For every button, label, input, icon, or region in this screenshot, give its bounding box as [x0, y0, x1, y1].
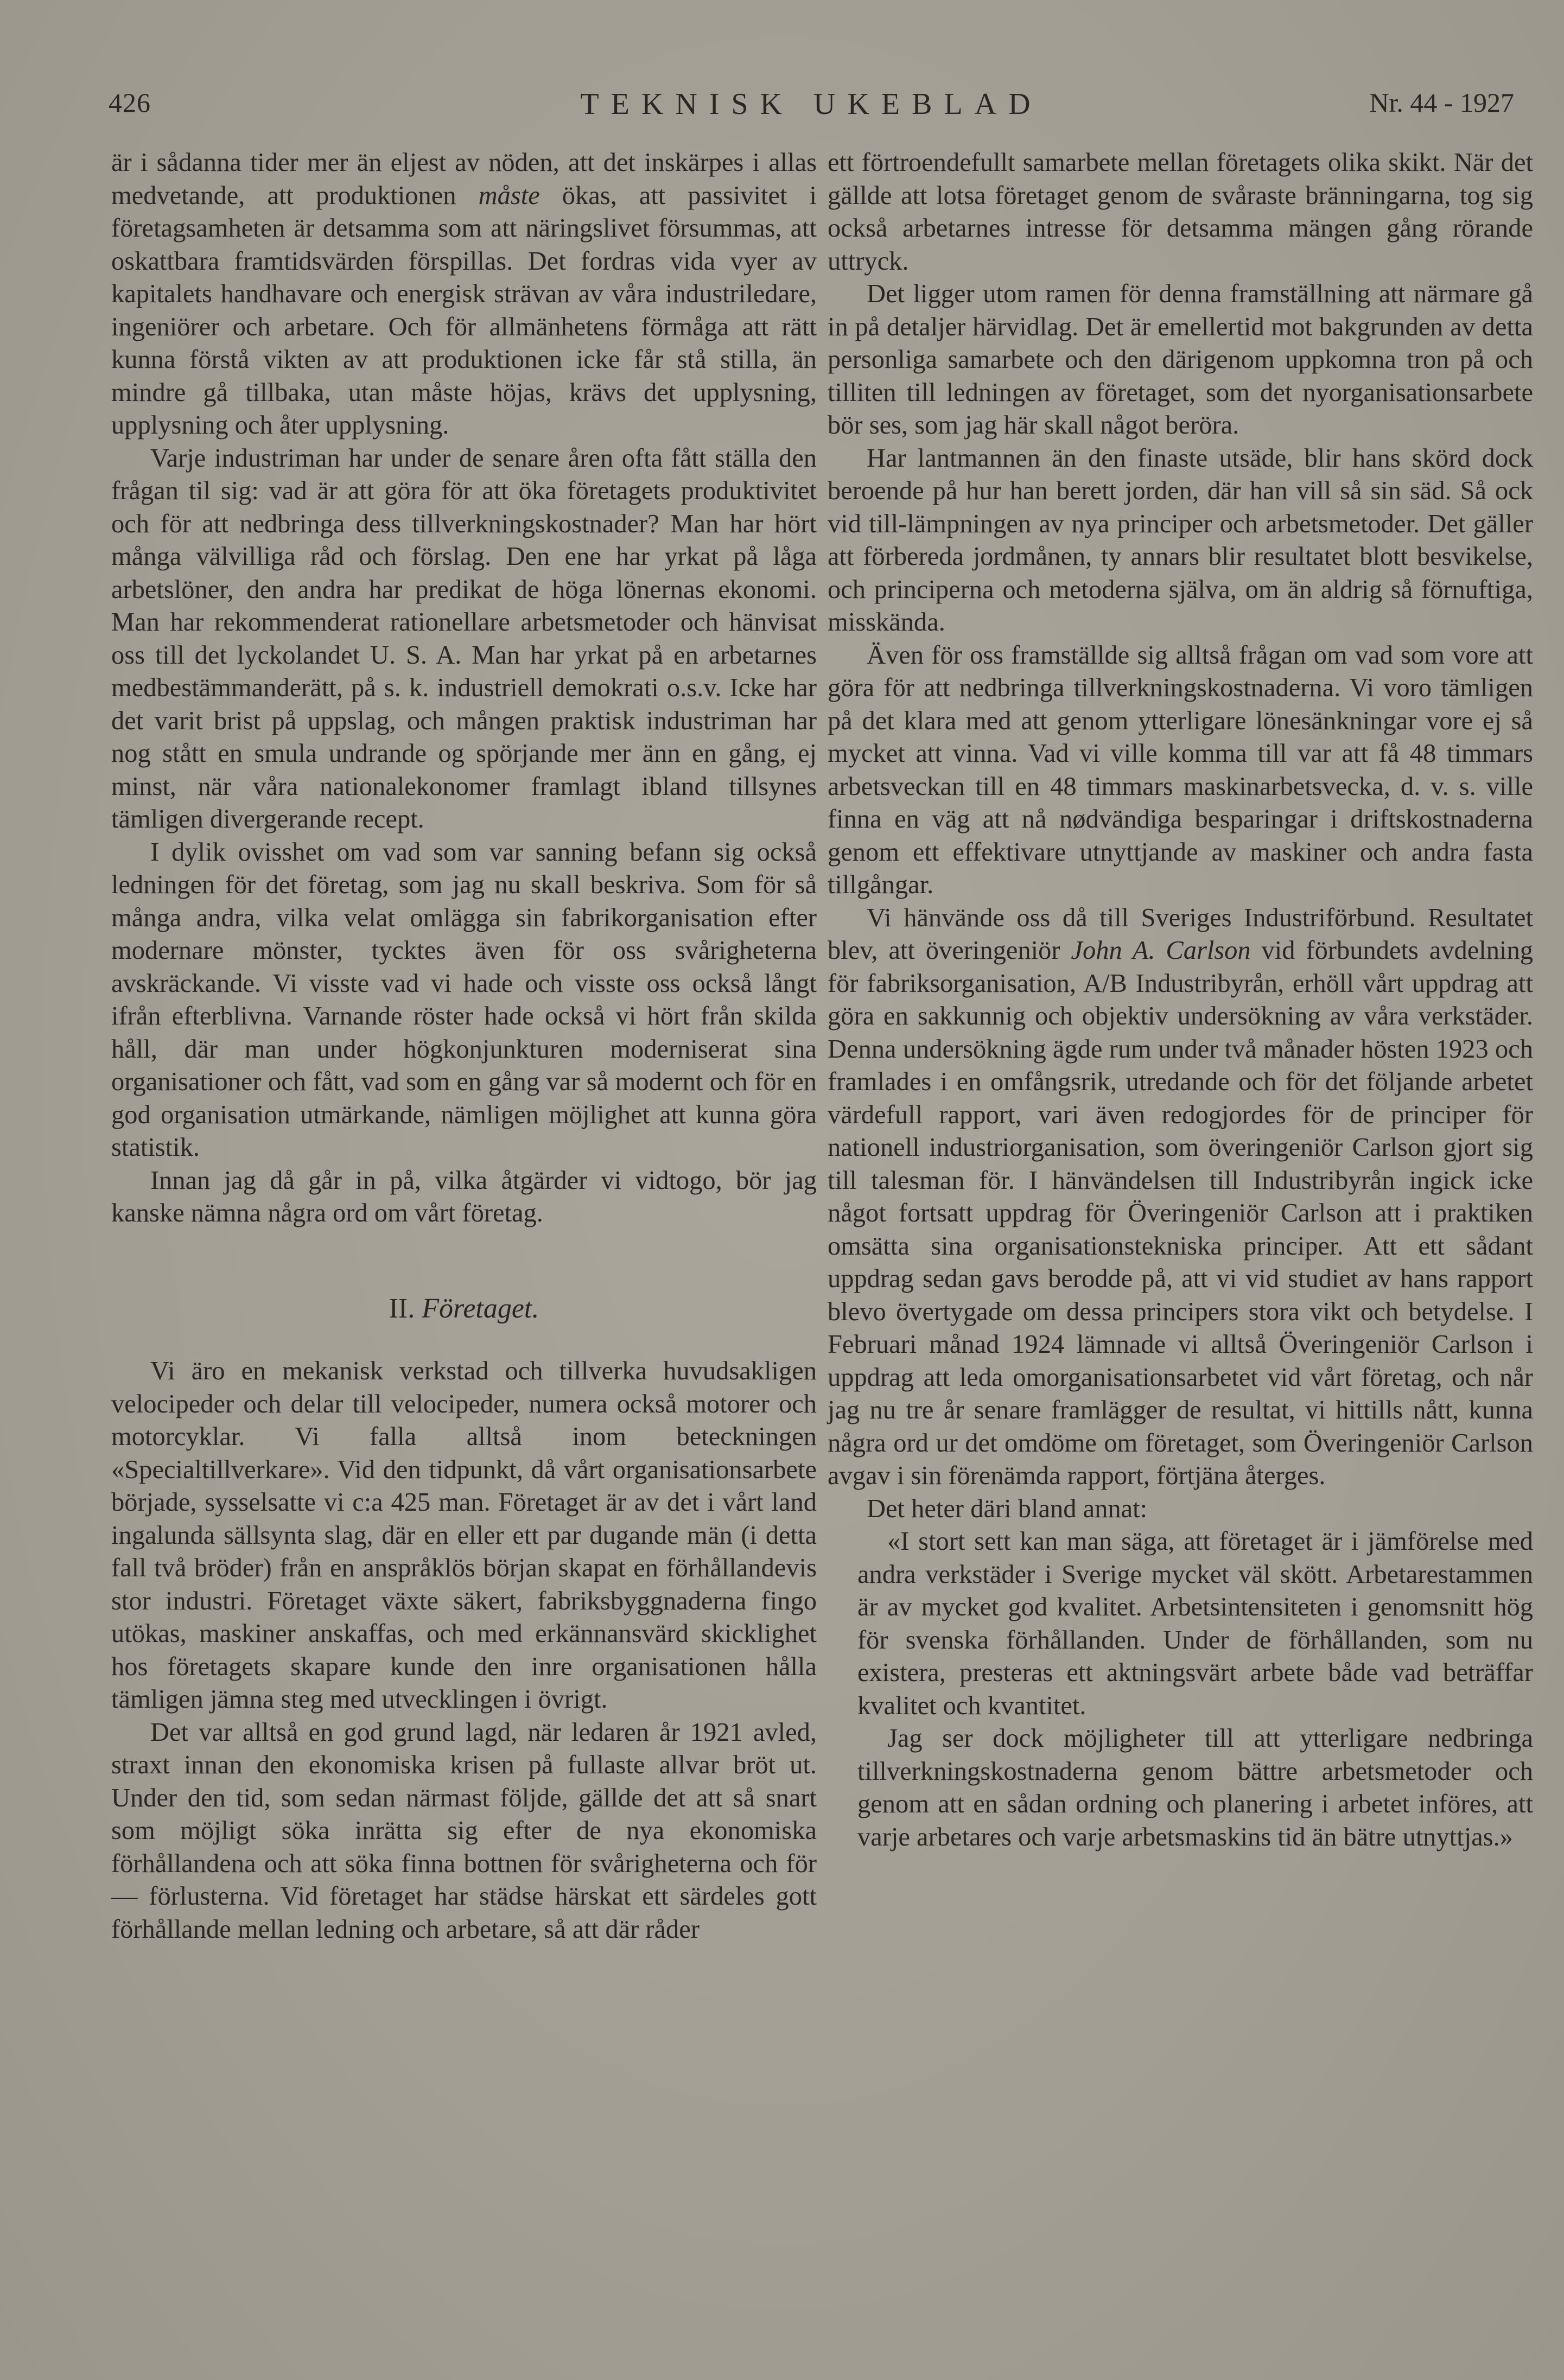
section-title: Företaget.	[422, 1293, 539, 1324]
paragraph: Det heter däri bland annat:	[867, 1494, 1148, 1523]
paragraph: Det var alltså en god grund lagd, när ledaren år 1921 avled, straxt innan den ekonomiska krisen på fullaste allvar bröt ut. Under den tid, som sedan närmast följde, gällde det att så snart som möjligt söka inrätta sig efter de nya ekonomiska förhållandena och att söka finna bottnen för svårigheterna och för — förlusterna. Vid företaget har städse härskat ett särdeles gott förhållande mellan ledning och arbetare, så att där råder	[111, 1717, 817, 1944]
paragraph: I dylik ovisshet om vad som var sanning befann sig också ledningen för det företag, som jag nu skall beskriva. Som för så många andra, vilka velat omlägga sin fabrikorganisation efter modernare mönster, tycktes även för oss svårigheterna avskräckande. Vi visste vad vi hade och visste oss också långt ifrån efterblivna. Varnande röster hade också vi hört från skilda håll, där man under högkonjunkturen moderniserat sina organisationer och fått, vad som en gång var så modernt och för en god organisation utmärkande, nämligen möjlighet att kunna göra statistik.	[111, 837, 817, 1162]
page-header	[109, 87, 1514, 130]
quotation: «I stort sett kan man säga, att företaget är i jämförelse med andra verkstäder i Sverige mycket väl skött. Arbetarestammen är av mycket god kvalitet. Arbetsintensiteten i genomsnitt hög för svenska förhållanden. Under de förhållanden, som nu existera, presteras ett aktningsvärt arbete både vad beträffar kvalitet och kvantitet.	[857, 1527, 1533, 1720]
paragraph: är i sådanna tider mer än eljest av nöden, att det inskärpes i allas medvetande, att produktionen måste ökas, att passivitet i företagsamheten är detsamma som att näringslivet försummas, att oskattbara framtidsvärden förspillas. Det fordras vida vyer av kapitalets handhavare och energisk strävan av våra industriledare, ingeniörer och arbetare. Och för allmänhetens förmåga att rätt kunna förstå vikten av att produktionen icke får stå stilla, än mindre gå tillbaka, utan måste höjas, krävs det upplysning, upplysning och åter upplysning.	[111, 148, 817, 440]
emphasis: måste	[478, 181, 540, 210]
left-column	[111, 147, 817, 1946]
paragraph: Vi hänvände oss då till Sveriges Industriförbund. Resultatet blev, att överingeniör John A. Carlson vid förbundets avdelning för fabriksorganisation, A/B Industribyrån, erhöll vårt uppdrag att göra en sakkunnig och objektiv undersökning av våra verkstäder. Denna undersökning ägde rum under två månader hösten 1923 och framlades i en omfångsrik, utredande och för det följande arbetet värdefull rapport, vari även redogjordes för de principer för nationell industriorganisation, som överingeniör Carlson gjort sig till talesman för. I hänvändelsen till Industribyrån ingick icke något fortsatt uppdrag för Överingeniör Carlson att i praktiken omsätta sina organisationstekniska principer. Att ett sådant uppdrag sedan gavs berodde på, att vi vid studiet av hans rapport blevo övertygade om dessa principers stora vikt och betydelse. I Februari månad 1924 lämnade vi alltså Överingeniör Carlson i uppdrag att leda omorganisationsarbetet vid vårt företag, och når jag nu tre år senare framlägger de resultat, vi hittills nått, kunna några ord ur det omdöme om företaget, som Överingeniör Carlson avgav i sin förenämda rapport, förtjäna återges.	[828, 903, 1533, 1490]
journal-title: TEKNISK UKEBLAD	[580, 87, 1042, 121]
paragraph: Varje industriman har under de senare åren ofta fått ställa den frågan til sig: vad är att göra för att öka företagets produktivitet och för att nedbringa dess tillverkningskostnader? Man har hört många välvilliga råd och förslag. Den ene har yrkat på låga arbetslöner, den andra har predikat de höga lönernas ekonomi. Man har rekommenderat rationellare arbetsmetoder och hänvisat oss till det lyckolandet U. S. A. Man har yrkat på en arbetarnes medbestämmanderätt, på s. k. industriell demokrati o.s.v. Icke har det varit brist på uppslag, och mången praktisk industriman har nog stått en smula undrande og spörjande mer änn en gång, ej minst, när våra nationalekonomer framlagt ibland tillsynes tämligen divergerande recept.	[111, 443, 817, 833]
paragraph: Även för oss framställde sig alltså frågan om vad som vore att göra för att nedbringa tillverkningskostnaderna. Vi voro tämligen på det klara med att genom ytterligare lönesänkningar vore ej så mycket att vinna. Vad vi ville komma till var att få 48 timmars arbetsveckan till en 48 timmars maskinarbetsvecka, d. v. s. ville finna en väg att nå nødvändiga besparingar i driftskostnaderna genom ett effektivare utnyttjande av maskiner och andra fasta tillgångar.	[828, 640, 1533, 899]
issue-number: Nr. 44 - 1927	[1369, 87, 1514, 118]
person-name: John A. Carlson	[1071, 936, 1251, 965]
paragraph: Det ligger utom ramen för denna framställning att närmare gå in på detaljer härvidlag. Det är emellertid mot bakgrunden av detta personliga samarbete och den därigenom uppkomna tron på och tilliten till ledningen av företaget, som det nyorganisationsarbete bör ses, som jag här skall något beröra.	[828, 279, 1533, 440]
paragraph: ett förtroendefullt samarbete mellan företagets olika skikt. När det gällde att lotsa företaget genom de svåraste bränningarna, tog sig också arbetarnes intresse för detsamma mängen gång rörande uttryck.	[828, 148, 1533, 276]
section-number: II.	[389, 1293, 422, 1324]
paragraph: Har lantmannen än den finaste utsäde, blir hans skörd dock beroende på hur han berett jorden, där han vill så sin säd. Så ock vid till-lämpningen av nya principer och arbetsmetoder. Det gäller att förbereda jordmånen, ty annars blir resultatet blott besvikelse, och principerna och metoderna själva, om än aldrig så förnuftiga, misskända.	[828, 443, 1533, 637]
section-heading	[111, 1293, 817, 1326]
paragraph: Vi äro en mekanisk verkstad och tillverka huvudsakligen velocipeder och delar till velocipeder, numera också motorer och motorcyklar. Vi falla alltså inom beteckningen «Specialtillverkare». Vid den tidpunkt, då vårt organisationsarbete började, sysselsatte vi c:a 425 man. Företaget är av det i vårt land ingalunda sällsynta slag, där en eller ett par dugande män (i detta fall två bröder) från en anspråklös början skapat en förhållandevis stor industri. Företaget växte säkert, fabriksbyggnaderna fingo utökas, maskiner anskaffas, och med erkännansvärd skicklighet hos företagets skapare kunde den inre organisationen hålla tämligen jämna steg med utvecklingen i övrigt.	[111, 1357, 817, 1714]
page-number: 426	[109, 87, 151, 118]
right-column	[828, 147, 1533, 1854]
paragraph: Innan jag då går in på, vilka åtgärder vi vidtogo, bör jag kanske nämna några ord om vårt företag.	[111, 1166, 817, 1227]
quotation: Jag ser dock möjligheter till att ytterligare nedbringa tillverkningskostnaderna genom bättre arbetsmetoder och genom att en sådan ordning och planering i arbetet införes, att varje arbetares och varje arbetsmaskins tid än bätre utnyttjas.»	[857, 1724, 1533, 1851]
